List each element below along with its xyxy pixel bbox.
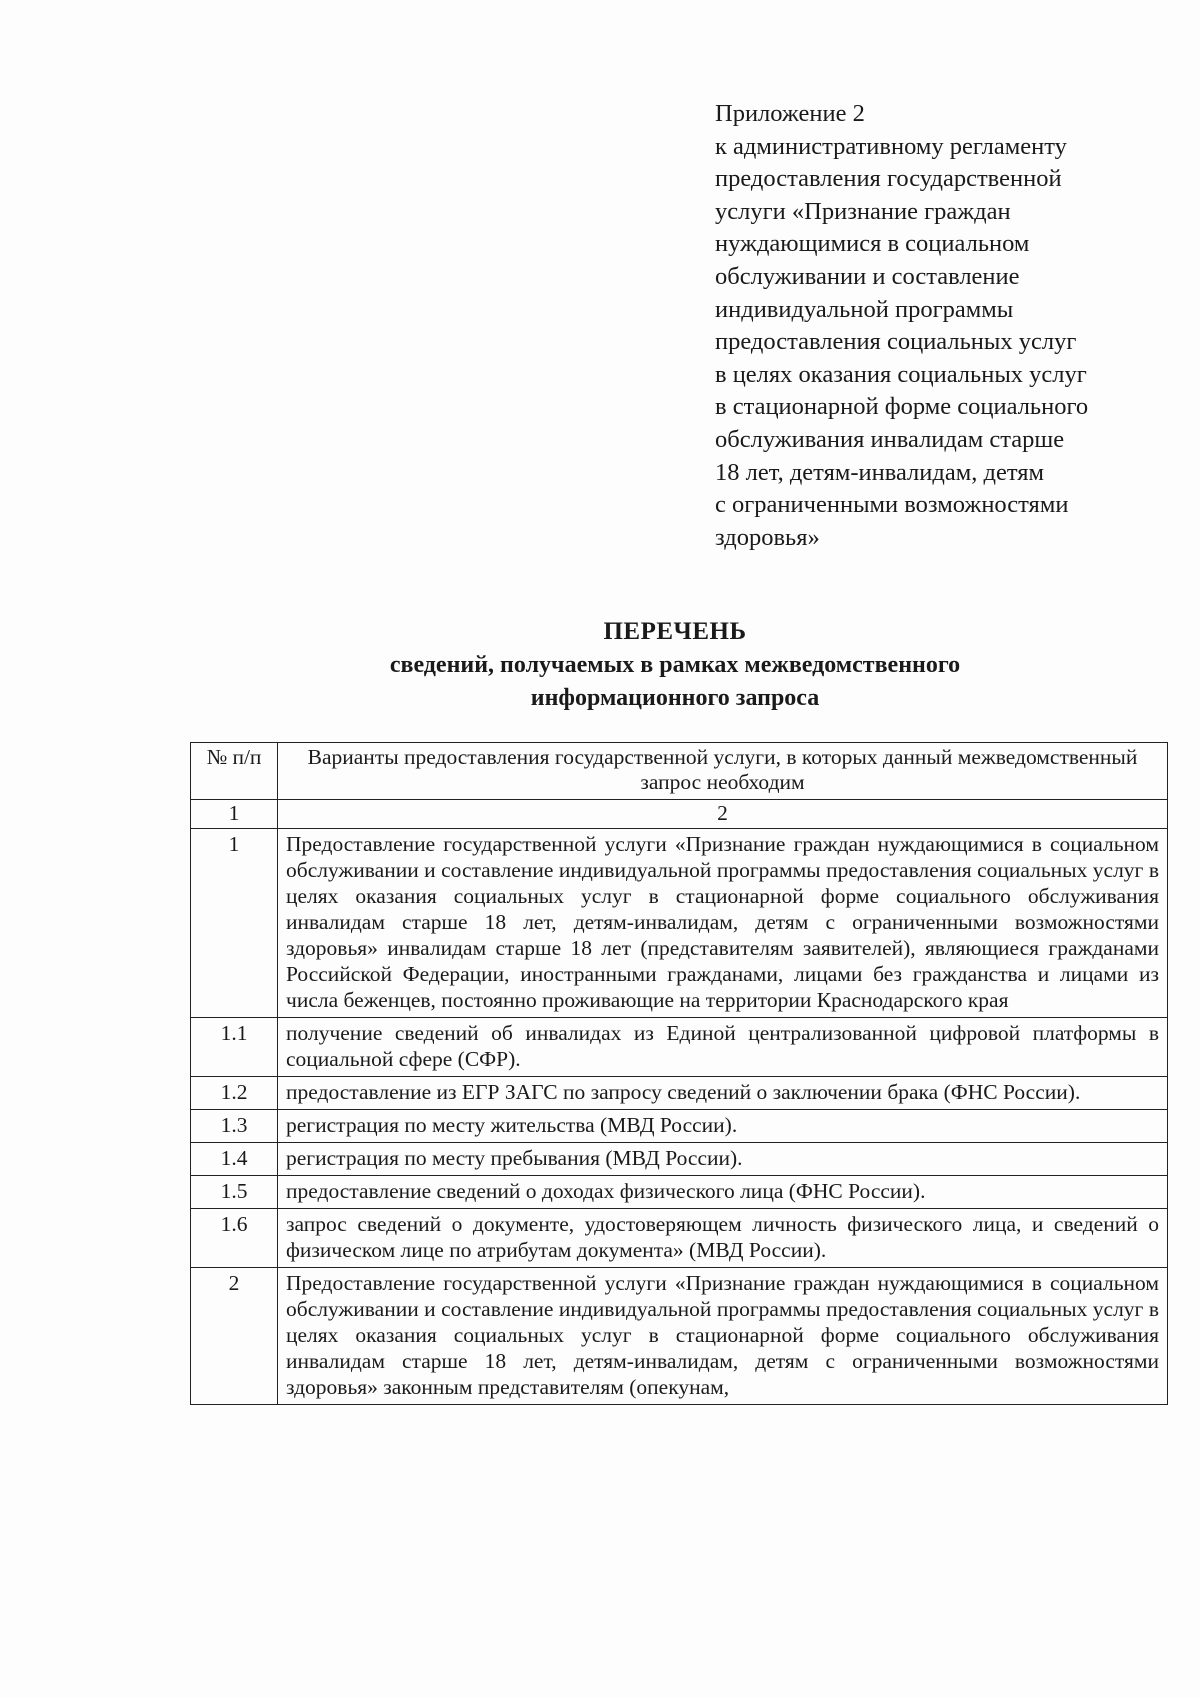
info-request-table	[190, 742, 1168, 1405]
header-text: Варианты предоставления государственной услуги, в которых данный межведомственный запрос необходим	[278, 743, 1168, 800]
index-text: 2	[278, 800, 1168, 829]
appendix-line: в целях оказания социальных услуг	[715, 360, 1087, 388]
appendix-header	[715, 98, 1155, 554]
table-row	[191, 1077, 1168, 1110]
appendix-line: услуги «Признание граждан	[715, 197, 1011, 225]
row-text: предоставление сведений о доходах физического лица (ФНС России).	[278, 1176, 1168, 1209]
row-text: Предоставление государственной услуги «Признание граждан нуждающимися в социальном обслуживании и составление индивидуальной программы предоставления социальных услуг в целях оказания социальных услуг в стационарной форме социального обслуживания инвалидам старше 18 лет, детям-инвалидам, детям с ограниченными возможностями здоровья» законным представителям (опекунам,	[278, 1268, 1168, 1405]
row-number: 1	[191, 829, 278, 1018]
table-row	[191, 1018, 1168, 1077]
appendix-line: обслуживания инвалидам старше	[715, 425, 1065, 453]
row-number: 1.1	[191, 1018, 278, 1077]
table-row	[191, 1268, 1168, 1405]
row-number: 1.2	[191, 1077, 278, 1110]
row-number: 1.3	[191, 1110, 278, 1143]
title-subtitle-line-2: информационного запроса	[530, 685, 820, 711]
appendix-line: предоставления государственной	[715, 165, 1062, 193]
table-header-row	[191, 743, 1168, 800]
row-text: запрос сведений о документе, удостоверяющем личность физического лица, и сведений о физическом лице по атрибутам документа» (МВД России).	[278, 1209, 1168, 1268]
document-title	[190, 615, 1160, 715]
appendix-line: здоровья»	[715, 523, 820, 551]
appendix-line: нуждающимися в социальном	[715, 230, 1030, 258]
appendix-line: Приложение 2	[715, 100, 865, 127]
table-index-row	[191, 800, 1168, 829]
table-row	[191, 1209, 1168, 1268]
table-row	[191, 829, 1168, 1018]
row-number: 1.5	[191, 1176, 278, 1209]
appendix-line: к административному регламенту	[715, 132, 1067, 160]
row-number: 2	[191, 1268, 278, 1405]
index-num: 1	[191, 800, 278, 829]
appendix-line: обслуживании и составление	[715, 262, 1020, 290]
row-number: 1.4	[191, 1143, 278, 1176]
table-row	[191, 1176, 1168, 1209]
row-text: предоставление из ЕГР ЗАГС по запросу сведений о заключении брака (ФНС России).	[278, 1077, 1168, 1110]
table-row	[191, 1110, 1168, 1143]
appendix-line: предоставления социальных услуг	[715, 328, 1077, 356]
table-row	[191, 1143, 1168, 1176]
row-text: регистрация по месту жительства (МВД России).	[278, 1110, 1168, 1143]
appendix-line: в стационарной форме социального	[715, 393, 1089, 421]
row-text: Предоставление государственной услуги «Признание граждан нуждающимися в социальном обслуживании и составление индивидуальной программы предоставления социальных услуг в целях оказания социальных услуг в стационарной форме социального обслуживания инвалидам старше 18 лет, детям-инвалидам, детям с ограниченными возможностями здоровья» инвалидам старше 18 лет (представителям заявителей), являющиеся гражданами Российской Федерации, иностранными гражданами, лицами без гражданства и лицами из числа беженцев, постоянно проживающие на территории Краснодарского края	[278, 829, 1168, 1018]
appendix-line: с ограниченными возможностями	[715, 491, 1069, 519]
title-subtitle-line-1: сведений, получаемых в рамках межведомственного	[389, 652, 961, 678]
row-text: получение сведений об инвалидах из Единой централизованной цифровой платформы в социальной сфере (СФР).	[278, 1018, 1168, 1077]
appendix-line: 18 лет, детям-инвалидам, детям	[715, 458, 1044, 486]
header-num: № п/п	[191, 743, 278, 800]
row-number: 1.6	[191, 1209, 278, 1268]
appendix-line: индивидуальной программы	[715, 295, 1014, 323]
title-main: ПЕРЕЧЕНЬ	[603, 618, 747, 645]
row-text: регистрация по месту пребывания (МВД России).	[278, 1143, 1168, 1176]
